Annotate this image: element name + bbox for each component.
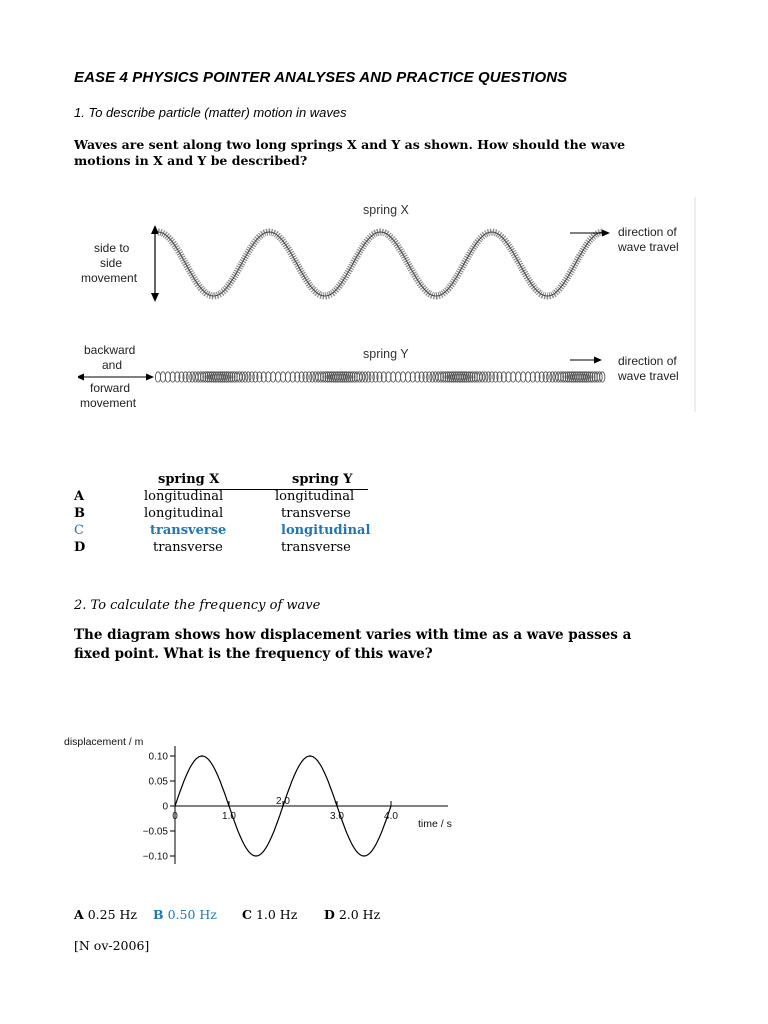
direction-y-line-1: direction of — [618, 354, 677, 368]
side-label-line-2: side — [100, 256, 123, 270]
direction-x-label — [617, 225, 680, 254]
answer-letter: A — [74, 907, 84, 922]
y-tick-label: −0.05 — [142, 826, 168, 838]
y-tick-label: −0.10 — [142, 851, 168, 863]
option-spring-x: transverse — [153, 540, 223, 555]
option-spring-y: longitudinal — [281, 523, 371, 538]
x-tick-label: 2.0 — [276, 796, 290, 807]
x-axis-label: time / s — [418, 818, 452, 830]
spring-y-coil — [427, 372, 432, 382]
direction-x-line-2: wave travel — [618, 240, 679, 254]
option-spring-y: longitudinal — [275, 489, 355, 504]
x-tick-label: 3.0 — [330, 811, 344, 822]
answer-value: 0.25 Hz — [87, 907, 137, 922]
column-header-spring-x: spring X — [158, 472, 220, 487]
answer-value: 1.0 Hz — [255, 907, 298, 922]
answer-letter: D — [324, 907, 335, 922]
spring-y-coil — [396, 372, 401, 382]
springs-diagram — [78, 192, 698, 417]
spring-y-coils — [155, 372, 605, 382]
direction-y-label — [617, 354, 680, 383]
spring-y-coil — [310, 372, 315, 382]
x-tick-label: 1.0 — [222, 811, 236, 822]
direction-x-arrow — [570, 230, 610, 237]
answer-b[interactable] — [153, 907, 217, 922]
direction-x-line-1: direction of — [618, 225, 677, 239]
spring-y-coil — [281, 372, 286, 382]
option-spring-x: longitudinal — [144, 489, 224, 504]
back-label-line-4: movement — [80, 396, 137, 410]
spring-y-coil — [547, 372, 552, 382]
x-tick-label: 0 — [172, 811, 178, 822]
chart-ticks — [143, 752, 399, 863]
answer-d[interactable] — [324, 907, 380, 922]
side-label-line-1: side to — [94, 241, 130, 255]
answer-value: 0.50 Hz — [167, 907, 217, 922]
answer-letter: B — [153, 907, 164, 922]
answer-value: 2.0 Hz — [338, 907, 381, 922]
option-spring-x: longitudinal — [144, 506, 224, 521]
direction-y-line-2: wave travel — [618, 369, 679, 383]
back-label-line-3: forward — [90, 381, 131, 395]
spring-y-coil — [155, 372, 160, 382]
spring-y-coil — [160, 372, 165, 382]
option-spring-y: transverse — [281, 540, 351, 555]
question-1-text: Waves are sent along two long springs X and Y as shown. How should the wave motions in X and Y be described? — [74, 137, 626, 168]
answer-a[interactable] — [74, 907, 137, 922]
side-label-line-3: movement — [81, 271, 138, 285]
spring-y-label: spring Y — [363, 347, 409, 361]
option-letter: C — [74, 523, 84, 538]
backward-forward-arrow — [78, 374, 154, 381]
spring-y-coil — [521, 372, 526, 382]
direction-y-arrow — [570, 357, 602, 364]
back-label-line-2: and — [102, 358, 123, 372]
displacement-time-chart — [58, 728, 458, 878]
y-tick-label: 0.10 — [148, 751, 168, 763]
section-1-heading: 1. To describe particle (matter) motion in waves — [74, 105, 347, 120]
option-letter: A — [74, 489, 85, 504]
y-tick-label: 0.05 — [148, 776, 168, 788]
chart-axes — [175, 746, 448, 864]
back-label-line-1: backward — [84, 343, 136, 357]
x-tick-label: 4.0 — [384, 811, 398, 822]
answer-c[interactable] — [242, 907, 297, 922]
spring-y-coil — [401, 372, 406, 382]
option-spring-y: transverse — [281, 506, 351, 521]
option-letter: D — [74, 540, 86, 555]
column-header-spring-y: spring Y — [292, 472, 353, 487]
side-to-side-arrow — [151, 225, 159, 302]
page-title: EASE 4 PHYSICS POINTER ANALYSES AND PRACTICE QUESTIONS — [74, 69, 568, 86]
option-spring-x: transverse — [150, 523, 227, 538]
question-2-text: The diagram shows how displacement varies with time as a wave passes a fixed point. What is the frequency of this wave? — [74, 627, 632, 662]
section-2-heading: 2. To calculate the frequency of wave — [74, 598, 321, 613]
option-letter: B — [74, 506, 85, 521]
spring-y-coil — [276, 372, 281, 382]
answer-letter: C — [242, 907, 252, 922]
spring-y-coil — [516, 372, 521, 382]
question-reference: [N ov-2006] — [74, 938, 150, 953]
spring-x-label: spring X — [363, 203, 409, 217]
spring-x-wave — [158, 232, 603, 296]
spring-y-coil — [187, 372, 192, 382]
answer-table — [74, 472, 494, 562]
side-movement-label — [81, 241, 138, 285]
spring-y-coil — [307, 372, 312, 382]
y-tick-label: 0 — [162, 801, 168, 813]
y-axis-label: displacement / m — [64, 736, 144, 748]
